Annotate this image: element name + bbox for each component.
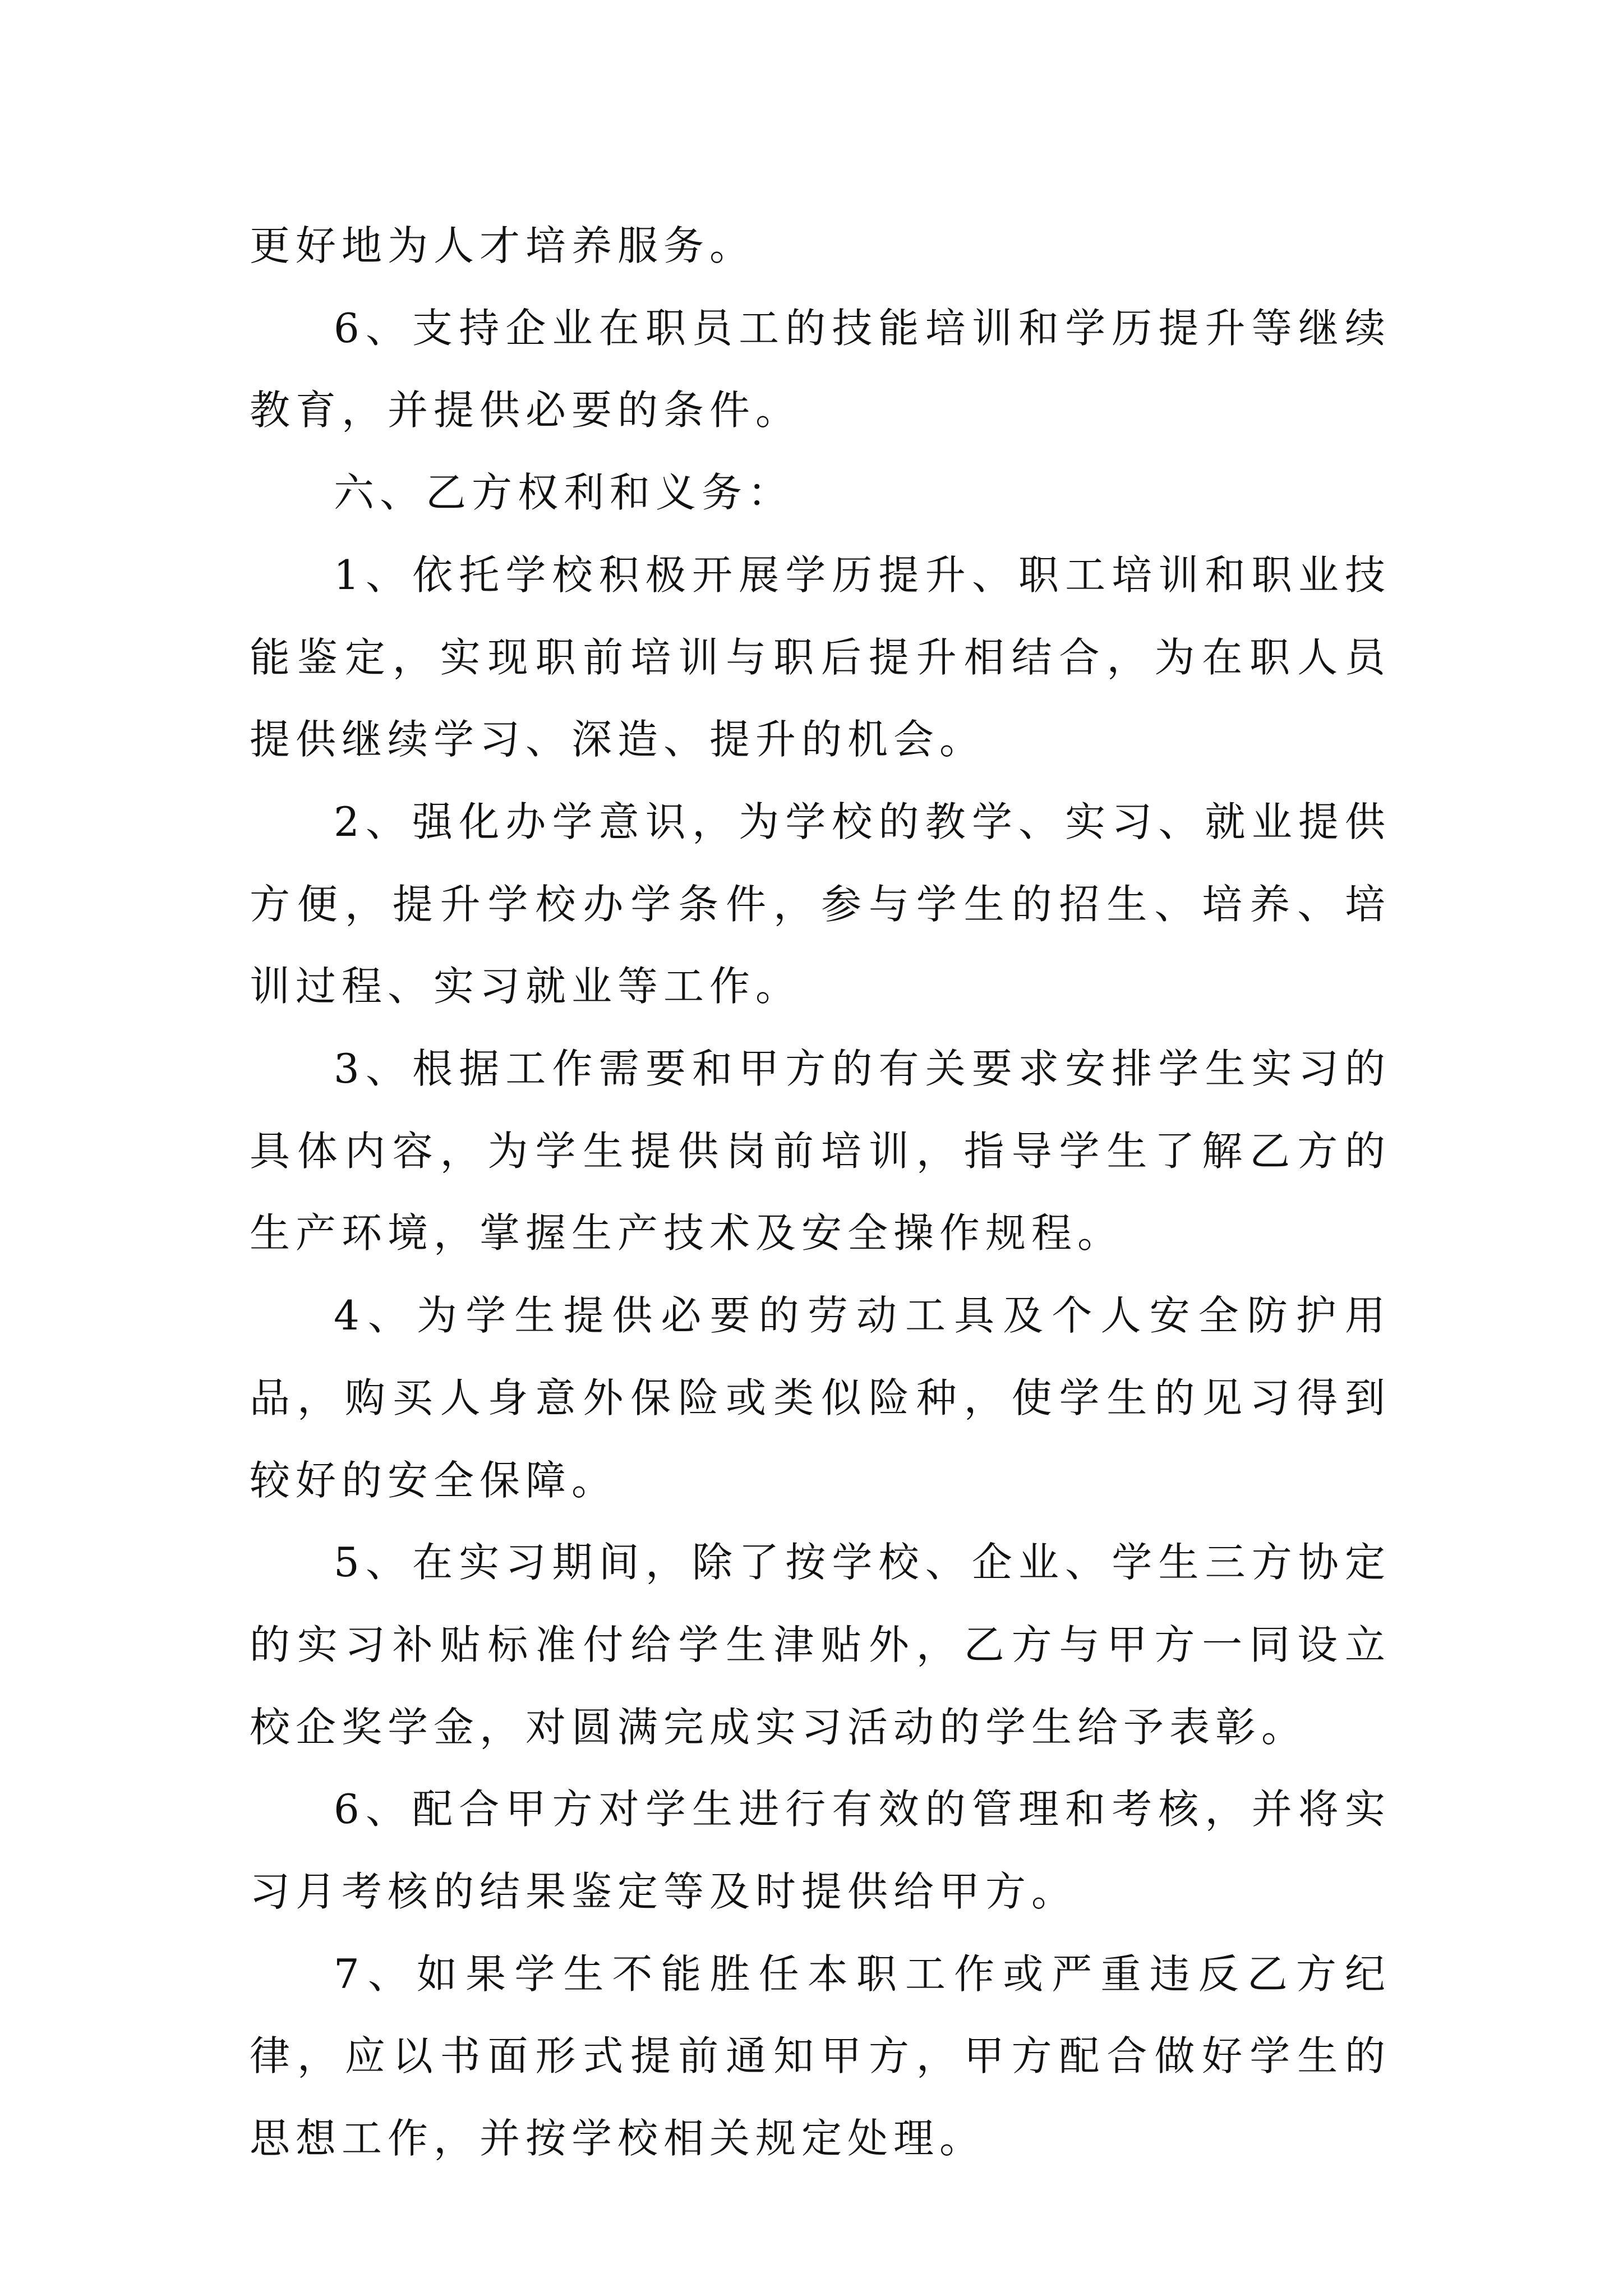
paragraph-party-b-item-3: 3、根据工作需要和甲方的有关要求安排学生实习的具体内容，为学生提供岗前培训，指导学生了解乙方的生产环境，掌握生产技术及安全操作规程。: [250, 1045, 1391, 1257]
paragraph-party-b-item-6: 6、配合甲方对学生进行有效的管理和考核，并将实习月考核的结果鉴定等及时提供给甲方。: [250, 1786, 1391, 1916]
paragraph-party-b-item-1: 1、依托学校积极开展学历提升、职工培训和职业技能鉴定，实现职前培训与职后提升相结合，为在职人员提供继续学习、深造、提升的机会。: [250, 551, 1391, 763]
paragraph-party-b-item-5: 5、在实习期间，除了按学校、企业、学生三方协定的实习补贴标准付给学生津贴外，乙方与甲方一同设立校企奖学金，对圆满完成实习活动的学生给予表彰。: [250, 1539, 1391, 1751]
document-body: [250, 205, 1391, 2180]
section-heading-party-b: 六、乙方权利和义务：: [334, 469, 794, 517]
paragraph-party-b-item-7: 7、如果学生不能胜任本职工作或严重违反乙方纪律，应以书面形式提前通知甲方，甲方配合做好学生的思想工作，并按学校相关规定处理。: [250, 1950, 1391, 2162]
paragraph-continuation: 更好地为人才培养服务。: [250, 222, 756, 269]
paragraph-party-a-item-6: 6、支持企业在职员工的技能培训和学历提升等继续教育，并提供必要的条件。: [250, 304, 1391, 434]
paragraph-party-b-item-2: 2、强化办学意识，为学校的教学、实习、就业提供方便，提升学校办学条件，参与学生的招生、培养、培训过程、实习就业等工作。: [250, 798, 1391, 1010]
paragraph-party-b-item-4: 4、为学生提供必要的劳动工具及个人安全防护用品，购买人身意外保险或类似险种，使学生的见习得到较好的安全保障。: [250, 1292, 1391, 1504]
